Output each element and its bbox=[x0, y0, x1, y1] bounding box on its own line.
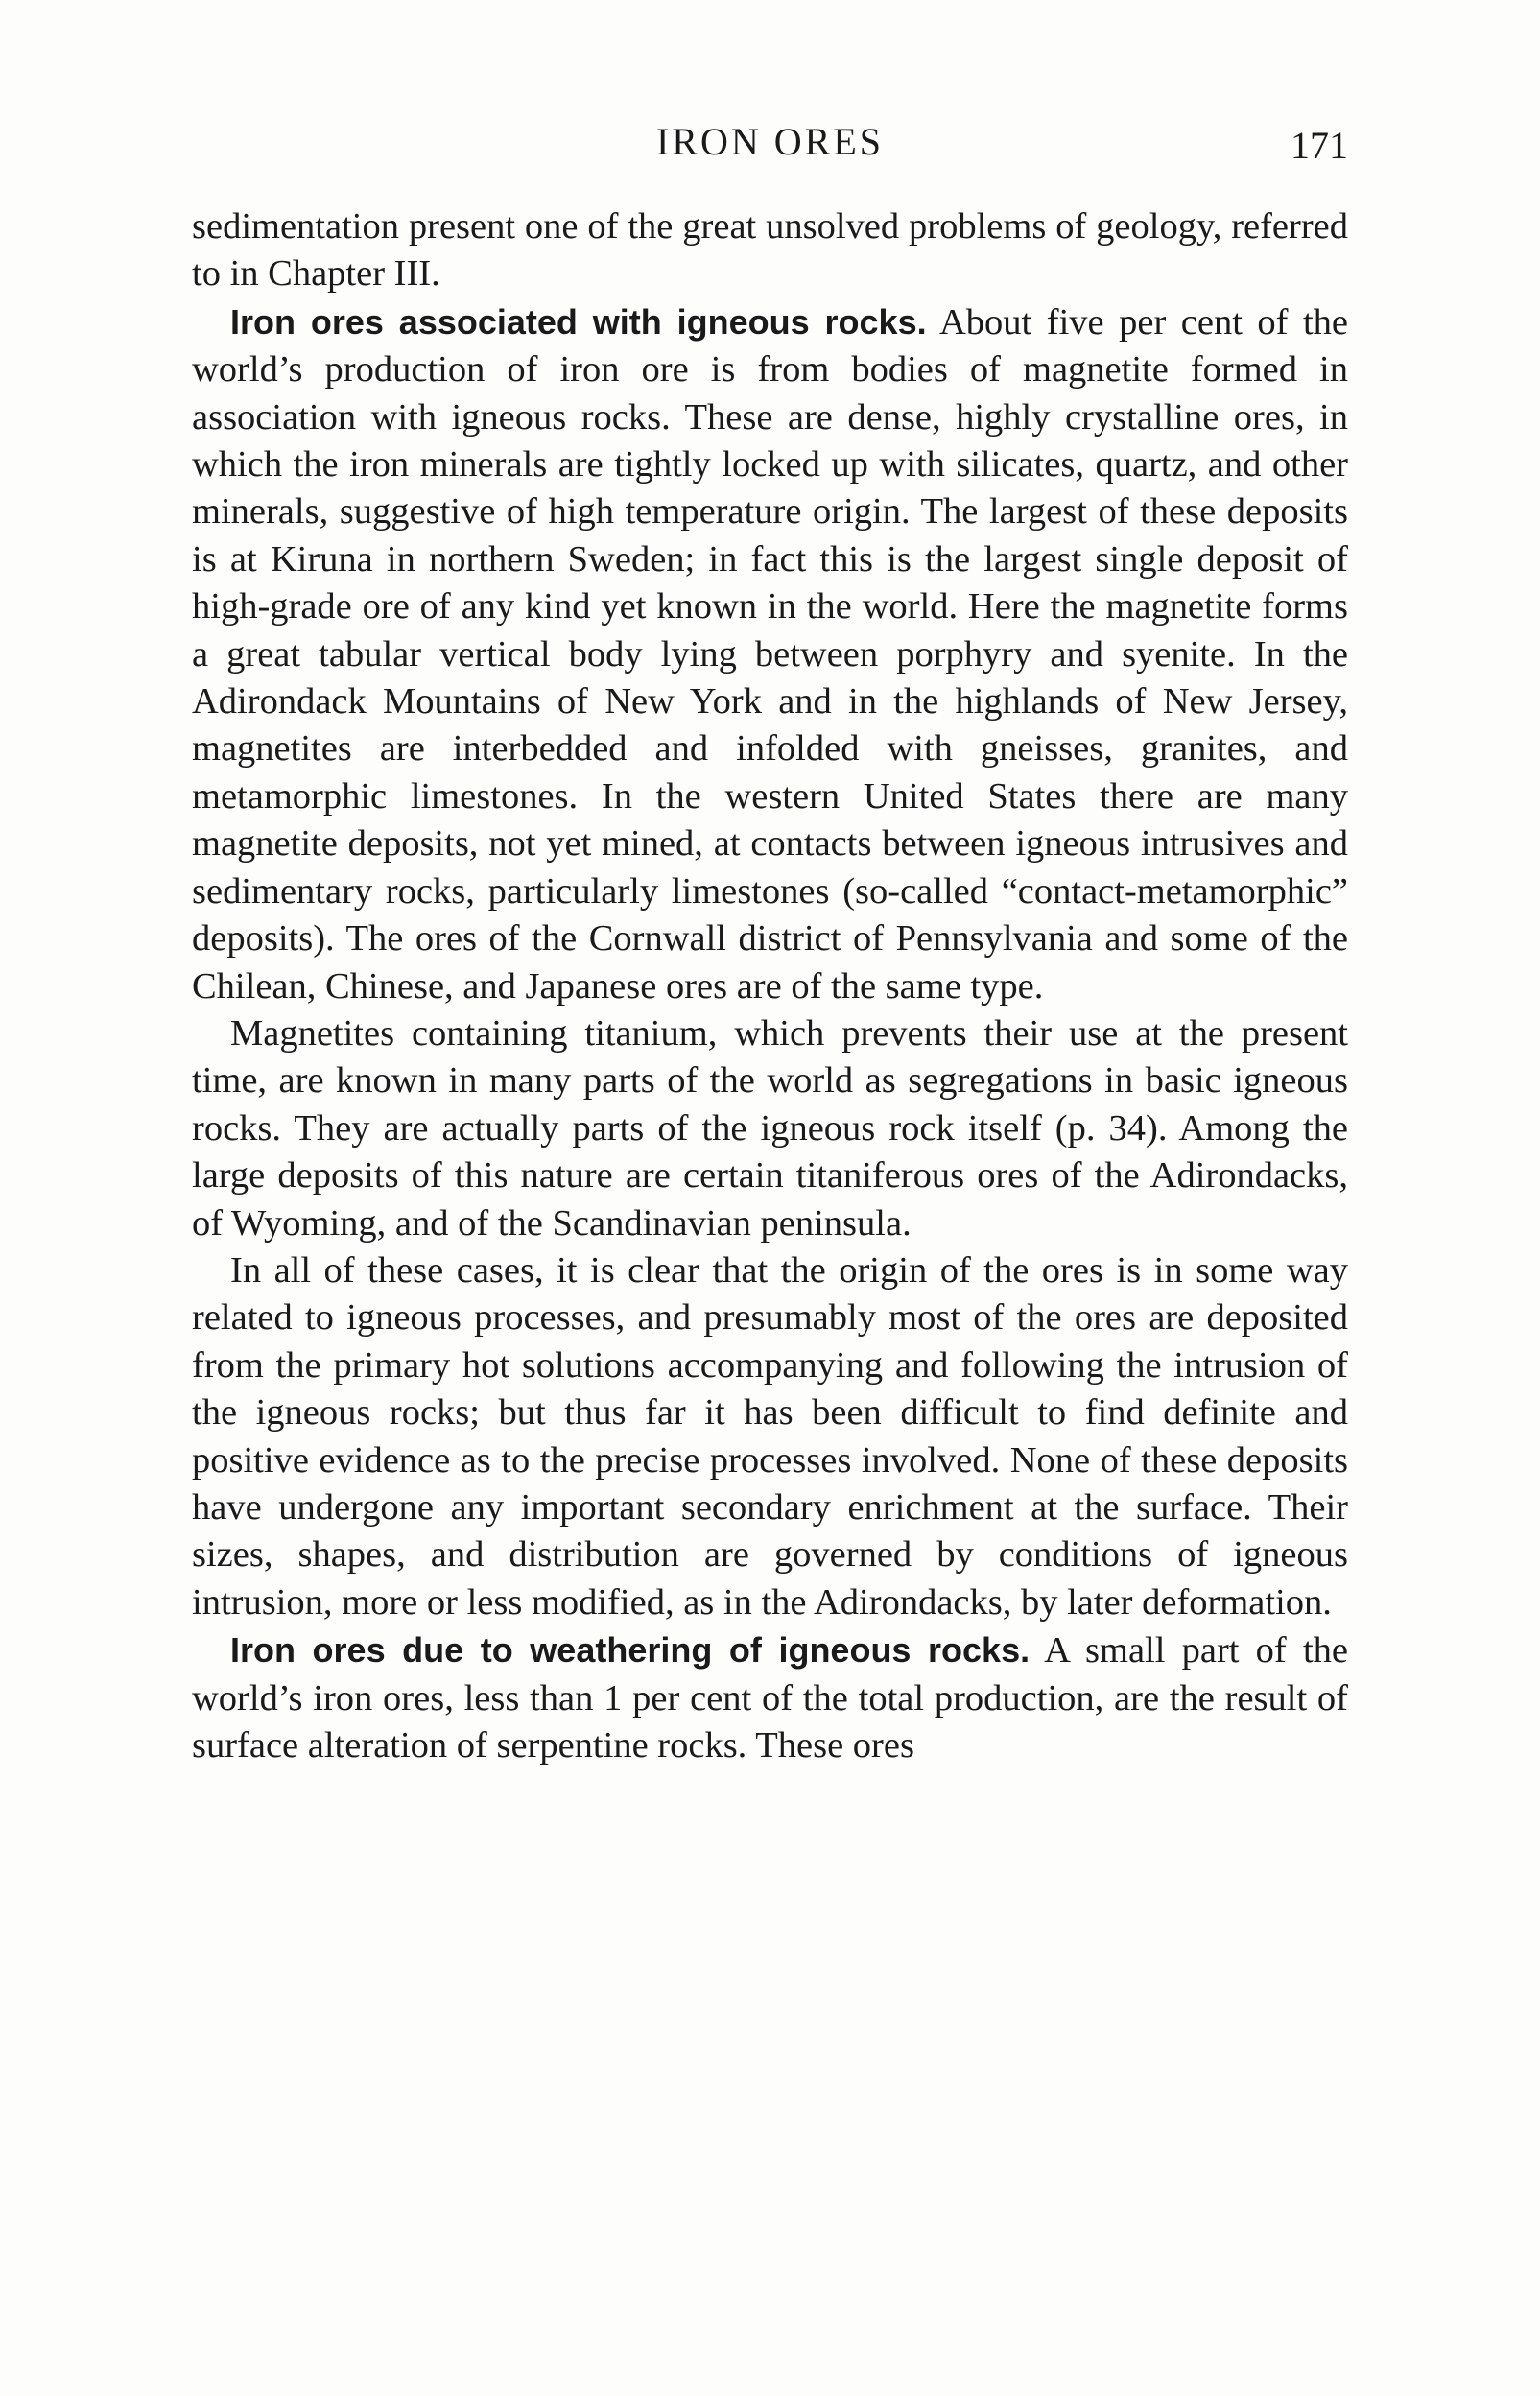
paragraph-text: sedimentation present one of the great unsolved problems of geology, referred to in Chapter III. bbox=[192, 206, 1348, 295]
body-text bbox=[192, 203, 1348, 1769]
section-heading-weathering-ores: Iron ores due to weathering of igneous rocks. bbox=[230, 1630, 1031, 1671]
paragraph-text: Magnetites containing titanium, which prevents their use at the present time, are known in many parts of the world as segregations in basic igneous rocks. They are actually parts of the igneous rock itself (p. 34). Among the large deposits of this nature are certain titaniferous ores of the Adirondacks, of Wyoming, and of the Scandinavian peninsula. bbox=[192, 1012, 1348, 1244]
paragraph-text: A small part of the world’s iron ores, less than 1 per cent of the total production, are the result of surface alteration of serpentine rocks. These ores bbox=[192, 1630, 1348, 1766]
section-heading-igneous-ores: Iron ores associated with igneous rocks. bbox=[230, 301, 927, 342]
paragraph-igneous-ores bbox=[192, 298, 1348, 1010]
running-head bbox=[192, 119, 1348, 177]
paragraph-continuation bbox=[192, 203, 1348, 298]
running-title: IRON ORES bbox=[655, 120, 885, 163]
page-number: 171 bbox=[1291, 124, 1348, 167]
paragraph-text: About five per cent of the world’s production of iron ore is from bodies of magnetite formed in association with igneous rocks. These are dense, highly crystalline ores, in which the iron minerals are tightly locked up with silicates, quartz, and other minerals, suggestive of high temperature origin. The largest of these deposits is at Kiruna in northern Sweden; in fact this is the largest single deposit of high-grade ore of any kind yet known in the world. Here the magnetite forms a great tabular vertical body lying between porphyry and syenite. In the Adirondack Mountains of New York and in the highlands of New Jersey, magnetites are interbedded and infolded with gneisses, granites, and metamorphic limestones. In the western United States there are many magnetite deposits, not yet mined, at contacts between igneous intrusives and sedimentary rocks, particularly limestones (so-called “contact-metamorphic” deposits). The ores of the Cornwall district of Pennsylvania and some of the Chilean, Chinese, and Japanese ores are of the same type. bbox=[192, 301, 1349, 1007]
paragraph-origin bbox=[192, 1247, 1348, 1626]
paragraph-weathering-ores bbox=[192, 1626, 1348, 1769]
paragraph-text: In all of these cases, it is clear that the origin of the ores is in some way related to igneous processes, and presumably most of the ores are deposited from the primary hot solutions accompanying and following the intrusion of the igneous rocks; but thus far it has been difficult to find definite and positive evidence as to the precise processes involved. None of these deposits have undergone any important secondary enrichment at the surface. Their sizes, shapes, and distribution are governed by conditions of igneous intrusion, more or less modified, as in the Adirondacks, by later deformation. bbox=[192, 1249, 1348, 1623]
paragraph-titaniferous-magnetites bbox=[192, 1010, 1348, 1247]
